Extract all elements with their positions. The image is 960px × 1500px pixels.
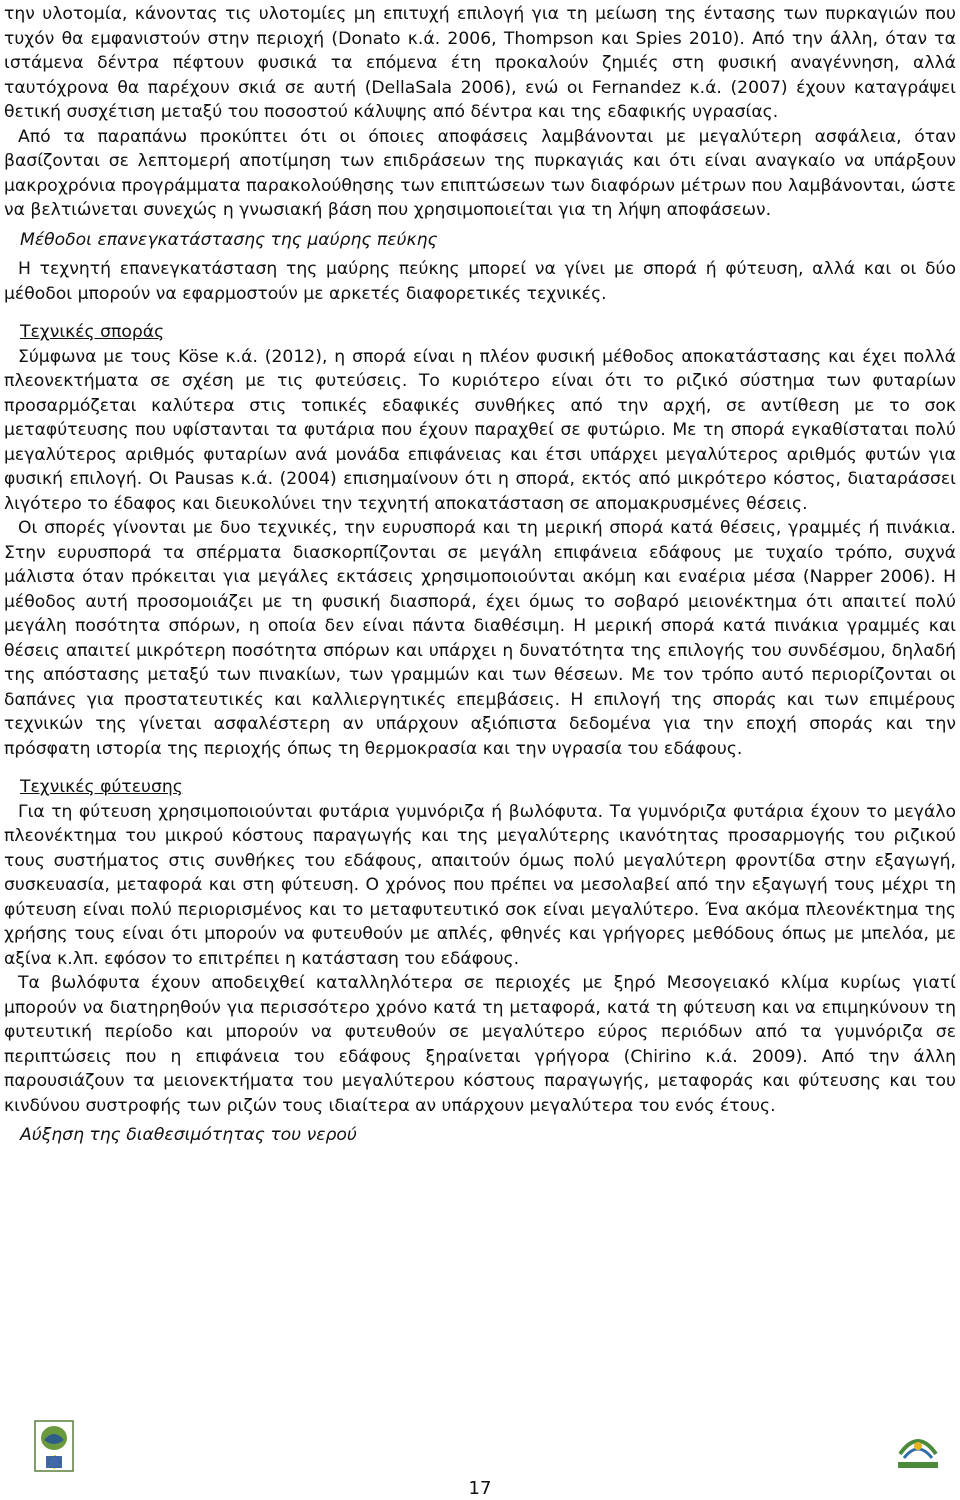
paragraph-intro: την υλοτομία, κάνοντας τις υλοτομίες μη επιτυχή επιλογή για τη μείωση της έντασης των πυρκαγιών που τυχόν θα εμφανιστούν στην περιοχή (Donato κ.ά. 2006, Thompson και Spies 2010). Από την άλλη, όταν τα ιστάμενα δέντρα πέφτουν φυσικά τα επόμενα έτη προκαλούν ζημιές στη φυσική αναγέννηση, αλλά ταυτόχρονα θα παρέχουν σκιά σε αυτή (DellaSala 2006), ενώ οι Fernandez κ.ά. (2007) έχουν καταγράψει θετική συσχέτιση μεταξύ του ποσοστού κάλυψης από δέντρα και της εδαφικής υγρασίας. <box>4 4 956 122</box>
page-footer <box>0 1420 960 1500</box>
paragraph-planting-1: Για τη φύτευση χρησιμοποιούνται φυτάρια γυμνόριζα ή βωλόφυτα. Τα γυμνόριζα φυτάρια έχουν το μεγάλο πλεονέκτημα του μικρού κόστους παραγωγής και της μεγαλύτερης ικανότητας προσαρμογής του ριζικού τους συστήματος στις συνθήκες του εδάφους, απαιτούν όμως πολύ μεγαλύτερη φροντίδα στην εξαγωγή, συσκευασία, μεταφορά και στη φύτευση. Ο χρόνος που πρέπει να μεσολαβεί από την εξαγωγή τους μέχρι τη φύτευση είναι πολύ περιορισμένος και το μεταφυτευτικό σοκ είναι μεγαλύτερο. Ένα ακόμα πλεονέκτημα της χρήσης τους είναι ότι μπορούν να φυτευθούν με απλές, φθηνές και γρήγορες μεθόδους όπως με μπελόα, με αξίνα κ.λπ. εφόσον το επιτρέπει η κατάσταση του εδάφους. <box>4 801 956 969</box>
paragraph-methods: Η τεχνητή επανεγκατάσταση της μαύρης πεύκης μπορεί να γίνει με σπορά ή φύτευση, αλλά και οι δύο μέθοδοι μπορούν να εφαρμοστούν με αρκετές διαφορετικές τεχνικές. <box>4 259 956 304</box>
document-page <box>4 2 956 1148</box>
natura-2000-logo-icon <box>894 1424 942 1472</box>
section-heading-seeding: Τεχνικές σποράς <box>20 322 165 342</box>
page-number: 17 <box>468 1478 492 1499</box>
section-heading-planting: Τεχνικές φύτευσης <box>20 777 183 797</box>
paragraph-seeding-2: Οι σπορές γίνονται με δυο τεχνικές, την ευρυσπορά και τη μερική σπορά κατά θέσεις, γραμμές ή πινάκια. Στην ευρυσπορά τα σπέρματα διασκορπίζονται σε μεγάλη επιφάνεια εδάφους με τυχαίο τρόπο, συχνά μάλιστα όταν πρόκειται για μεγάλες εκτάσεις χρησιμοποιούνται ακόμη και εναέρια μέσα (Napper 2006). Η μέθοδος αυτή προσομοιάζει με τη φυσική διασπορά, έχει όμως το σοβαρό μειονέκτημα ότι απαιτεί πολύ μεγάλη ποσότητα σπόρων, η οποία δεν είναι πάντα διαθέσιμη. Η μερική σπορά κατά πινάκια γραμμές και θέσεις απαιτεί μικρότερη ποσότητα σπόρων και υπάρχει η δυνατότητα της επιλογής του συνδέσμου, δηλαδή της απόστασης μεταξύ των πινακίων, των γραμμών και των θέσεων. Με τον τρόπο αυτό περιορίζονται οι δαπάνες για προστατευτικές και καλλιεργητικές επεμβάσεις. Η επιλογή της σποράς και των επιμέρους τεχνικών της γίνεται ασφαλέστερη αν υπάρχουν αξιόπιστα δεδομένα για την εποχή σποράς και την πρόσφατη ιστορία της περιοχής όπως τη θερμοκρασία και την υγρασία του εδάφους. <box>4 518 956 759</box>
section-heading-water: Αύξηση της διαθεσιμότητας του νερού <box>20 1125 357 1145</box>
section-heading-methods: Μέθοδοι επανεγκατάστασης της μαύρης πεύκης <box>20 229 438 250</box>
life-logo-icon <box>34 1420 74 1472</box>
paragraph-conclusion: Από τα παραπάνω προκύπτει ότι οι όποιες αποφάσεις λαμβάνονται με μεγαλύτερη ασφάλεια, όταν βασίζονται σε λεπτομερή αποτίμηση των επιδράσεων της πυρκαγιάς και ότι είναι αναγκαίο να υπάρξουν μακροχρόνια προγράμματα παρακολούθησης των επιπτώσεων των διαφόρων μέτρων που λαμβάνονται, ώστε να βελτιώνεται συνεχώς η γνωσιακή βάση που χρησιμοποιείται για τη λήψη αποφάσεων. <box>4 126 956 220</box>
paragraph-planting-2: Τα βωλόφυτα έχουν αποδειχθεί καταλληλότερα σε περιοχές με ξηρό Μεσογειακό κλίμα κυρίως γιατί μπορούν να διατηρηθούν για περισσότερο χρόνο κατά τη μεταφορά, κατά τη φύτευση και να επιμηκύνουν τη φυτευτική περίοδο και μπορούν να φυτευθούν σε μεγαλύτερο εύρος περιόδων από τα γυμνόριζα σε περιπτώσεις που η επιφάνεια του εδάφους ξηραίνεται γρήγορα (Chirino κ.ά. 2009). Από την άλλη παρουσιάζουν τα μειονεκτήματα του μεγαλύτερου κόστους παραγωγής, μεταφοράς και φύτευσης και του κινδύνου συστροφής των ριζών τους ιδιαίτερα αν υπάρχουν μεγαλύτερα του ενός έτους. <box>4 973 956 1116</box>
paragraph-seeding-1: Σύμφωνα με τους Köse κ.ά. (2012), η σπορά είναι η πλέον φυσική μέθοδος αποκατάστασης και έχει πολλά πλεονεκτήματα σε σχέση με τις φυτεύσεις. Το κυριότερο είναι ότι το ριζικό σύστημα των φυταρίων προσαρμόζεται καλύτερα στις τοπικές εδαφικές συνθήκες από την αρχή, σε αντίθεση με το σοκ μεταφύτευσης που υφίστανται τα φυτάρια που έχουν παραχθεί σε φυτώριο. Με τη σπορά εγκαθίσταται πολύ μεγαλύτερος αριθμός φυταρίων ανά μονάδα επιφάνειας και έτσι υπάρχει μεγαλύτερος αριθμός φυτών για φυσική επιλογή. Οι Pausas κ.ά. (2004) επισημαίνουν ότι η σπορά, εκτός από μικρότερο κόστος, διαταράσσει λιγότερο το έδαφος και διευκολύνει την τεχνητή αποκατάσταση σε απομακρυσμένες θέσεις. <box>4 346 956 514</box>
